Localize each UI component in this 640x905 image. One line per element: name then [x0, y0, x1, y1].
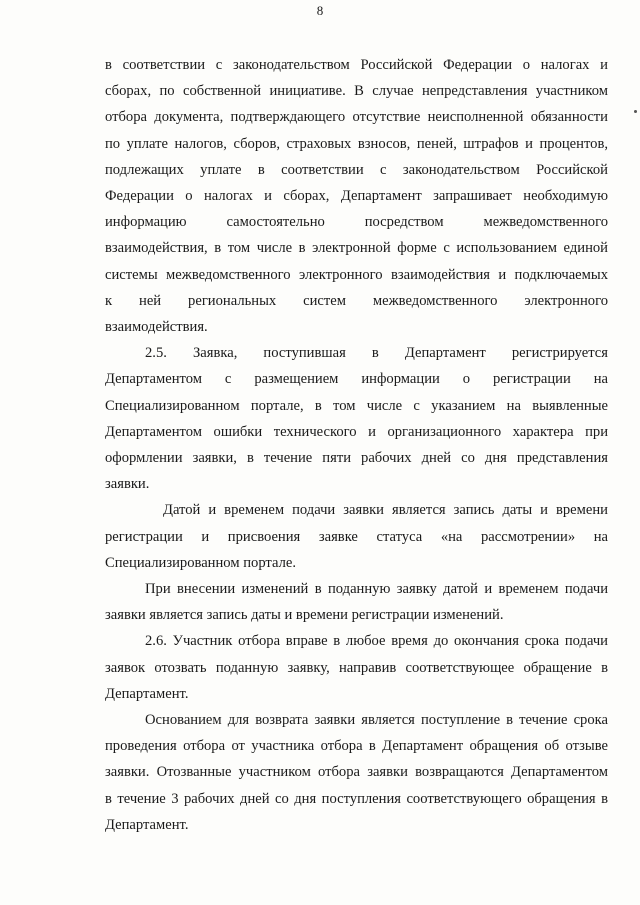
text-line: взаимодействия. — [105, 319, 208, 336]
document-body — [105, 52, 608, 838]
text-line: сборах, по собственной инициативе. В случае непредставления участником — [105, 83, 608, 100]
text-line: заявки является запись даты и времени регистрации изменений. — [105, 607, 504, 624]
text-line: подлежащих уплате в соответствии с законодательством Российской — [105, 161, 608, 178]
text-line: взаимодействия, в том числе в электронной форме с использованием единой — [105, 240, 608, 257]
text-line: Основанием для возврата заявки является поступление в течение срока — [145, 712, 608, 729]
text-line: 2.5. Заявка, поступившая в Департамент регистрируется — [145, 345, 608, 362]
text-line: отбора документа, подтверждающего отсутствие неисполненной обязанности — [105, 109, 608, 126]
text-line: проведения отбора от участника отбора в Департамент обращения об отзыве — [105, 738, 608, 755]
text-line: 2.6. Участник отбора вправе в любое время до окончания срока подачи — [145, 633, 608, 650]
text-line: Департамент. — [105, 685, 189, 702]
paragraph-changes — [105, 576, 608, 628]
paragraph-2-6 — [105, 628, 608, 707]
page-number: 8 — [316, 3, 324, 18]
text-line: Департаментом ошибки технического и организационного характера при — [105, 423, 608, 440]
text-line: Датой и временем подачи заявки является запись даты и времени — [163, 502, 608, 519]
text-line: Департаментом с размещением информации о регистрации на — [105, 371, 608, 388]
text-line: по уплате налогов, сборов, страховых взносов, пеней, штрафов и процентов, — [105, 135, 608, 152]
text-line: Специализированном портале. — [105, 554, 296, 571]
text-line: информацию самостоятельно посредством межведомственного — [105, 214, 608, 231]
paragraph-date-time — [105, 497, 608, 576]
scan-artifact-dot — [634, 110, 637, 113]
text-line: заявок отозвать поданную заявку, направив соответствующее обращение в — [105, 659, 608, 676]
paragraph-2-5 — [105, 340, 608, 497]
text-line: системы межведомственного электронного взаимодействия и подключаемых — [105, 266, 608, 283]
text-line: регистрации и присвоения заявке статуса «на рассмотрении» на — [105, 528, 608, 545]
text-line: к ней региональных систем межведомственного электронного — [105, 292, 608, 309]
text-line: заявки. Отозванные участником отбора заявки возвращаются Департаментом — [105, 764, 608, 781]
text-line: заявки. — [105, 476, 150, 493]
text-line: в соответствии с законодательством Российской Федерации о налогах и — [105, 57, 608, 73]
text-line: При внесении изменений в поданную заявку датой и временем подачи — [145, 581, 608, 598]
text-line: оформлении заявки, в течение пяти рабочих дней со дня представления — [105, 450, 608, 467]
paragraph-return — [105, 707, 608, 838]
paragraph-continuation — [105, 52, 608, 340]
text-line: Специализированном портале, в том числе с указанием на выявленные — [105, 397, 608, 414]
text-line: Департамент. — [105, 816, 189, 833]
text-line: в течение 3 рабочих дней со дня поступления соответствующего обращения в — [105, 790, 608, 807]
text-line: Федерации о налогах и сборах, Департамент запрашивает необходимую — [105, 188, 608, 205]
